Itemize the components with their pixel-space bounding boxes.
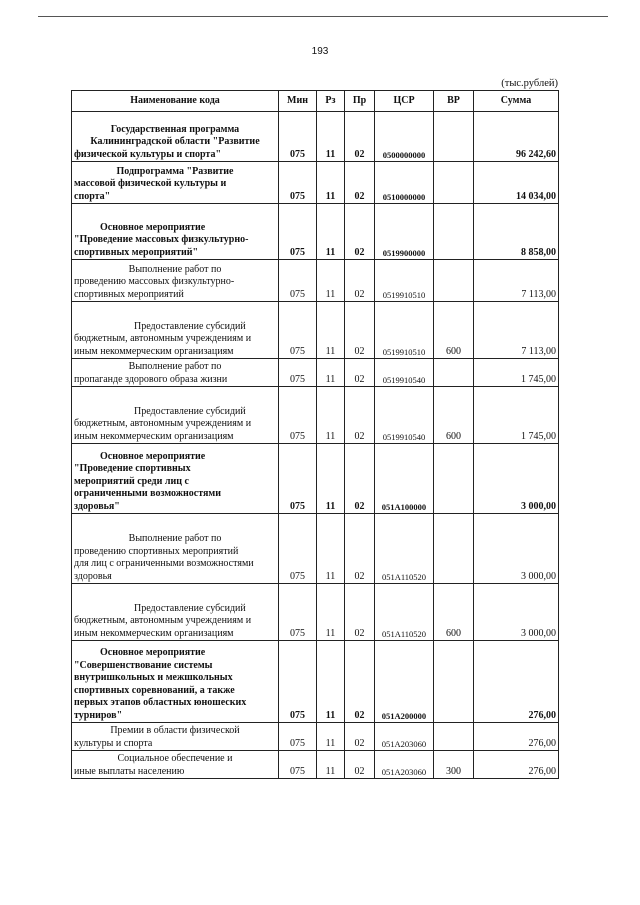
- row-name-line: пропаганде здорового образа жизни: [74, 373, 228, 385]
- row-name: [72, 751, 279, 779]
- header-rz: Рз: [317, 91, 345, 112]
- row-name-line: "Совершенствование системы: [74, 659, 213, 671]
- row-name-line: Предоставление субсидий: [134, 405, 246, 417]
- row-name-line: Калининградской области "Развитие: [90, 136, 260, 147]
- row-pr: 02: [345, 751, 375, 779]
- row-rz: 11: [317, 204, 345, 260]
- row-name-line: Выполнение работ по: [128, 263, 222, 275]
- row-name-line: спортивных мероприятий: [74, 288, 184, 300]
- row-name-line: Предоставление субсидий: [134, 320, 246, 332]
- top-rule: [38, 16, 608, 17]
- row-rz: 11: [317, 514, 345, 584]
- row-name-line: Государственная программа: [110, 123, 240, 135]
- row-rz: 11: [317, 584, 345, 641]
- row-rz: 11: [317, 444, 345, 514]
- row-sum: 276,00: [474, 641, 559, 723]
- row-pr: 02: [345, 584, 375, 641]
- row-pr: 02: [345, 162, 375, 204]
- row-rz: 11: [317, 302, 345, 359]
- row-pr: 02: [345, 204, 375, 260]
- row-rz: 11: [317, 387, 345, 444]
- row-csr: 0519910540: [375, 387, 434, 444]
- table-row: [72, 444, 559, 514]
- row-min: 075: [279, 260, 317, 302]
- row-name-line: Предоставление субсидий: [134, 602, 246, 614]
- row-name: [72, 260, 279, 302]
- row-name-line: иным некоммерческим организациям: [74, 345, 234, 357]
- row-sum: 276,00: [474, 751, 559, 779]
- row-pr: 02: [345, 112, 375, 162]
- row-name: [72, 584, 279, 641]
- row-name: [72, 641, 279, 723]
- table-row: [72, 723, 559, 751]
- row-min: 075: [279, 204, 317, 260]
- row-name-line: Основное мероприятие: [100, 647, 206, 658]
- row-pr: 02: [345, 302, 375, 359]
- row-min: 075: [279, 751, 317, 779]
- row-vr: [434, 112, 474, 162]
- row-name-line: Основное мероприятие: [100, 450, 206, 462]
- row-sum: 7 113,00: [474, 260, 559, 302]
- row-sum: 1 745,00: [474, 387, 559, 444]
- row-vr: 600: [434, 387, 474, 444]
- row-name-line: бюджетным, автономным учреждениям и: [74, 333, 252, 344]
- row-name: [72, 302, 279, 359]
- row-name-line: "Проведение массовых физкультурно-: [74, 234, 249, 245]
- row-pr: 02: [345, 723, 375, 751]
- header-vr: ВР: [434, 91, 474, 112]
- row-name: [72, 514, 279, 584]
- row-name: [72, 723, 279, 751]
- row-vr: [434, 359, 474, 387]
- row-csr: 051A110520: [375, 584, 434, 641]
- row-pr: 02: [345, 641, 375, 723]
- page-number: 193: [311, 46, 329, 57]
- header-csr: ЦСР: [375, 91, 434, 112]
- row-sum: 3 000,00: [474, 444, 559, 514]
- row-min: 075: [279, 387, 317, 444]
- table-row: [72, 302, 559, 359]
- row-min: 075: [279, 112, 317, 162]
- row-sum: 3 000,00: [474, 584, 559, 641]
- row-sum: 96 242,60: [474, 112, 559, 162]
- row-name-line: первых этапов областных юношеских: [74, 697, 247, 708]
- row-name-line: Выполнение работ по: [128, 533, 222, 544]
- row-name-line: Подпрограмма "Развитие: [116, 165, 234, 177]
- row-sum: 276,00: [474, 723, 559, 751]
- row-min: 075: [279, 359, 317, 387]
- row-sum: 7 113,00: [474, 302, 559, 359]
- row-name-line: массовой физической культуры и: [74, 178, 227, 189]
- table-row: [72, 387, 559, 444]
- row-name-line: спорта": [74, 190, 111, 202]
- row-min: 075: [279, 514, 317, 584]
- row-pr: 02: [345, 387, 375, 444]
- table-row: [72, 112, 559, 162]
- row-csr: 0510000000: [375, 162, 434, 204]
- row-name-line: Социальное обеспечение и: [117, 753, 233, 764]
- budget-table: [71, 90, 559, 779]
- row-min: 075: [279, 584, 317, 641]
- table-row: [72, 204, 559, 260]
- row-vr: 600: [434, 302, 474, 359]
- row-csr: 0519910510: [375, 260, 434, 302]
- row-rz: 11: [317, 112, 345, 162]
- row-pr: 02: [345, 514, 375, 584]
- row-name-line: здоровья: [74, 570, 112, 582]
- row-name-line: иные выплаты населению: [74, 765, 185, 777]
- row-vr: [434, 162, 474, 204]
- row-vr: [434, 444, 474, 514]
- row-min: 075: [279, 302, 317, 359]
- row-sum: 14 034,00: [474, 162, 559, 204]
- row-csr: 0519910510: [375, 302, 434, 359]
- row-min: 075: [279, 723, 317, 751]
- row-name-line: мероприятий среди лиц с: [74, 475, 189, 487]
- row-csr: 051A203060: [375, 751, 434, 779]
- row-name: [72, 204, 279, 260]
- table-row: [72, 359, 559, 387]
- row-rz: 11: [317, 751, 345, 779]
- row-name-line: бюджетным, автономным учреждениям и: [74, 418, 252, 429]
- row-sum: 1 745,00: [474, 359, 559, 387]
- header-sum: Сумма: [474, 91, 559, 112]
- row-vr: [434, 204, 474, 260]
- unit-note: (тыс.рублей): [501, 78, 558, 89]
- header-name: Наименование кода: [72, 91, 279, 112]
- row-csr: 0519900000: [375, 204, 434, 260]
- row-pr: 02: [345, 444, 375, 514]
- row-name-line: проведению массовых физкультурно-: [74, 276, 235, 287]
- row-name-line: спортивных соревнований, а также: [74, 684, 235, 696]
- table-header-row: [72, 91, 559, 112]
- row-csr: 051A100000: [375, 444, 434, 514]
- row-name-line: иным некоммерческим организациям: [74, 430, 234, 442]
- row-pr: 02: [345, 359, 375, 387]
- row-vr: [434, 514, 474, 584]
- header-min: Мин: [279, 91, 317, 112]
- row-name: [72, 112, 279, 162]
- row-vr: [434, 723, 474, 751]
- table-row: [72, 260, 559, 302]
- row-rz: 11: [317, 260, 345, 302]
- row-name-line: физической культуры и спорта": [74, 148, 222, 160]
- row-rz: 11: [317, 162, 345, 204]
- row-name-line: бюджетным, автономным учреждениям и: [74, 615, 252, 626]
- row-rz: 11: [317, 641, 345, 723]
- row-name-line: проведению спортивных мероприятий: [74, 545, 239, 557]
- row-name-line: Основное мероприятие: [100, 221, 206, 233]
- row-name-line: для лиц с ограниченными возможностями: [74, 558, 254, 569]
- row-name: [72, 387, 279, 444]
- row-name-line: внутришкольных и межшкольных: [74, 672, 233, 683]
- row-name-line: турниров": [74, 709, 123, 721]
- row-csr: 0500000000: [375, 112, 434, 162]
- row-vr: [434, 260, 474, 302]
- row-min: 075: [279, 162, 317, 204]
- row-vr: [434, 641, 474, 723]
- row-name-line: Премии в области физической: [110, 725, 240, 736]
- row-name-line: ограниченными возможностями: [74, 488, 221, 499]
- row-rz: 11: [317, 359, 345, 387]
- row-name-line: "Проведение спортивных: [74, 463, 191, 474]
- table-row: [72, 641, 559, 723]
- row-name: [72, 162, 279, 204]
- row-sum: 8 858,00: [474, 204, 559, 260]
- row-sum: 3 000,00: [474, 514, 559, 584]
- row-min: 075: [279, 641, 317, 723]
- row-csr: 051A200000: [375, 641, 434, 723]
- header-pr: Пр: [345, 91, 375, 112]
- row-name-line: здоровья": [74, 500, 120, 512]
- row-vr: 300: [434, 751, 474, 779]
- row-csr: 051A203060: [375, 723, 434, 751]
- row-vr: 600: [434, 584, 474, 641]
- table-row: [72, 584, 559, 641]
- row-name: [72, 444, 279, 514]
- row-name: [72, 359, 279, 387]
- table-row: [72, 751, 559, 779]
- row-pr: 02: [345, 260, 375, 302]
- row-min: 075: [279, 444, 317, 514]
- row-name-line: иным некоммерческим организациям: [74, 627, 234, 639]
- row-csr: 051A110520: [375, 514, 434, 584]
- row-name-line: культуры и спорта: [74, 737, 153, 749]
- table-row: [72, 514, 559, 584]
- row-csr: 0519910540: [375, 359, 434, 387]
- table-row: [72, 162, 559, 204]
- row-name-line: спортивных мероприятий": [74, 246, 199, 258]
- row-rz: 11: [317, 723, 345, 751]
- row-name-line: Выполнение работ по: [128, 361, 222, 372]
